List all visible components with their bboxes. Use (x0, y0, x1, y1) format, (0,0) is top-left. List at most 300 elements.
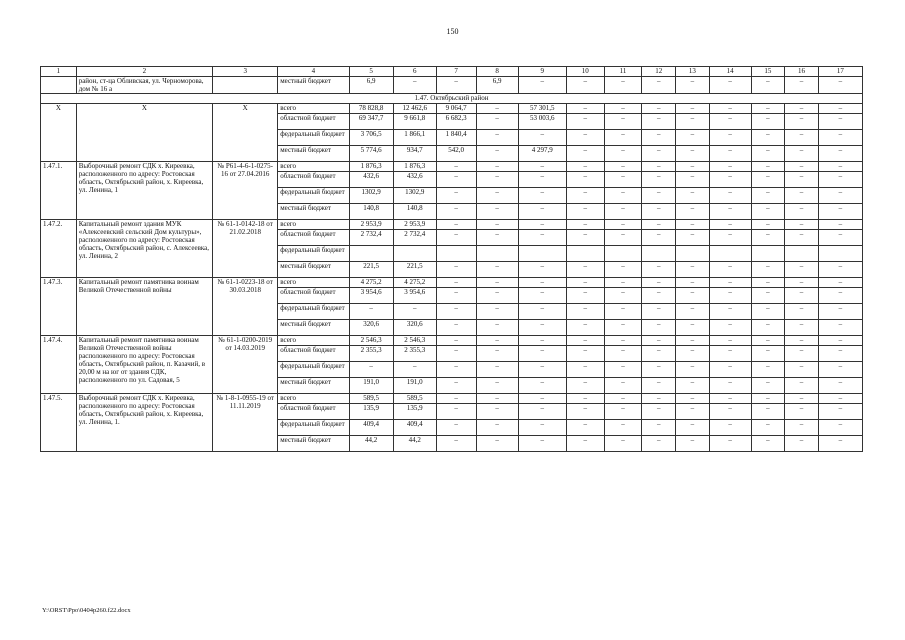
value-cell: – (642, 278, 676, 288)
value-cell: – (676, 188, 710, 204)
value-cell: 135,9 (393, 404, 436, 420)
value-cell: – (818, 436, 862, 452)
object-name: Капитальный ремонт здания МУК «Алексеевский сельский Дом культуры», расположенного по адресу: Ростовская область, Октябрьский район, с. Алексеевка, ул. Ленина, 2 (76, 220, 212, 278)
value-cell: – (676, 320, 710, 336)
value-cell: – (676, 278, 710, 288)
column-number: 5 (349, 67, 393, 77)
value-cell: – (785, 230, 819, 246)
value-cell: – (709, 172, 751, 188)
value-cell: – (709, 404, 751, 420)
item-number: Х (41, 104, 77, 162)
value-cell: 140,8 (349, 204, 393, 220)
value-cell: 589,5 (349, 394, 393, 404)
budget-type: федеральный бюджет (278, 304, 349, 320)
value-cell (676, 246, 710, 262)
value-cell: – (566, 220, 604, 230)
value-cell: 320,6 (393, 320, 436, 336)
value-cell: – (476, 436, 518, 452)
value-cell: – (566, 288, 604, 304)
value-cell: – (676, 420, 710, 436)
value-cell: – (818, 378, 862, 394)
value-cell: – (751, 104, 785, 114)
value-cell: – (436, 378, 476, 394)
value-cell: – (604, 346, 642, 362)
value-cell: 221,5 (349, 262, 393, 278)
value-cell: – (349, 304, 393, 320)
value-cell: – (518, 278, 566, 288)
value-cell: – (642, 188, 676, 204)
value-cell: – (709, 436, 751, 452)
value-cell: – (518, 188, 566, 204)
value-cell (642, 246, 676, 262)
value-cell: 589,5 (393, 394, 436, 404)
value-cell: – (642, 420, 676, 436)
value-cell: – (818, 77, 862, 94)
value-cell: – (818, 130, 862, 146)
value-cell: – (604, 420, 642, 436)
value-cell: – (642, 162, 676, 172)
table-row (41, 220, 863, 230)
budget-type: местный бюджет (278, 320, 349, 336)
value-cell: 2 732,4 (393, 230, 436, 246)
value-cell: – (751, 146, 785, 162)
value-cell: – (709, 146, 751, 162)
value-cell: 2 732,4 (349, 230, 393, 246)
budget-type: областной бюджет (278, 172, 349, 188)
value-cell: 12 462,6 (393, 104, 436, 114)
value-cell: – (566, 230, 604, 246)
value-cell: – (642, 378, 676, 394)
value-cell: – (676, 336, 710, 346)
value-cell: – (785, 394, 819, 404)
value-cell: – (785, 130, 819, 146)
value-cell: – (642, 77, 676, 94)
value-cell: – (642, 436, 676, 452)
value-cell: – (676, 436, 710, 452)
value-cell: – (676, 362, 710, 378)
column-number: 12 (642, 67, 676, 77)
value-cell: – (709, 188, 751, 204)
value-cell: – (604, 230, 642, 246)
column-number: 7 (436, 67, 476, 77)
column-number: 14 (709, 67, 751, 77)
value-cell (518, 246, 566, 262)
value-cell: – (818, 204, 862, 220)
value-cell: – (604, 304, 642, 320)
value-cell: 2 355,3 (393, 346, 436, 362)
value-cell: – (676, 172, 710, 188)
value-cell: – (604, 188, 642, 204)
value-cell: – (566, 420, 604, 436)
value-cell: – (436, 394, 476, 404)
column-number: 17 (818, 67, 862, 77)
value-cell: – (349, 362, 393, 378)
value-cell: – (676, 220, 710, 230)
table-row (41, 162, 863, 172)
value-cell: – (566, 346, 604, 362)
budget-type: местный бюджет (278, 378, 349, 394)
value-cell: – (709, 77, 751, 94)
value-cell: – (751, 336, 785, 346)
value-cell: – (751, 436, 785, 452)
value-cell: – (436, 172, 476, 188)
value-cell: – (566, 172, 604, 188)
value-cell: – (604, 204, 642, 220)
value-cell: – (436, 420, 476, 436)
budget-type: областной бюджет (278, 346, 349, 362)
value-cell: 9 064,7 (436, 104, 476, 114)
value-cell: – (518, 420, 566, 436)
value-cell: – (436, 230, 476, 246)
value-cell: – (676, 146, 710, 162)
value-cell: 1 876,3 (349, 162, 393, 172)
value-cell: 3 706,5 (349, 130, 393, 146)
budget-type: всего (278, 394, 349, 404)
value-cell: – (709, 114, 751, 130)
value-cell: – (642, 172, 676, 188)
value-cell: – (785, 378, 819, 394)
value-cell: – (785, 320, 819, 336)
value-cell: 1 866,1 (393, 130, 436, 146)
value-cell: – (751, 404, 785, 420)
value-cell: 2 953,9 (393, 220, 436, 230)
value-cell: – (476, 278, 518, 288)
value-cell: – (642, 304, 676, 320)
value-cell: – (785, 404, 819, 420)
value-cell: 2 546,3 (349, 336, 393, 346)
value-cell: – (709, 378, 751, 394)
value-cell: – (518, 130, 566, 146)
value-cell: – (818, 230, 862, 246)
value-cell: – (709, 278, 751, 288)
value-cell: – (518, 378, 566, 394)
value-cell: – (751, 220, 785, 230)
value-cell: – (604, 404, 642, 420)
value-cell: – (709, 420, 751, 436)
value-cell: – (751, 320, 785, 336)
section-row (41, 94, 863, 104)
value-cell: – (566, 114, 604, 130)
value-cell: – (751, 278, 785, 288)
value-cell: – (518, 230, 566, 246)
value-cell: – (436, 162, 476, 172)
section-title: 1.47. Октябрьский район (41, 94, 863, 104)
value-cell: – (476, 378, 518, 394)
value-cell: – (785, 436, 819, 452)
value-cell: – (751, 262, 785, 278)
value-cell: – (818, 114, 862, 130)
value-cell: – (566, 404, 604, 420)
value-cell: – (566, 336, 604, 346)
value-cell: – (476, 394, 518, 404)
item-number (41, 77, 77, 94)
table-row (41, 336, 863, 346)
value-cell: – (676, 404, 710, 420)
budget-type: областной бюджет (278, 230, 349, 246)
value-cell: – (642, 262, 676, 278)
table-row (41, 278, 863, 288)
value-cell: – (566, 362, 604, 378)
value-cell: – (751, 420, 785, 436)
column-number: 9 (518, 67, 566, 77)
column-number: 6 (393, 67, 436, 77)
value-cell: 432,6 (349, 172, 393, 188)
value-cell: – (785, 114, 819, 130)
value-cell: – (476, 346, 518, 362)
value-cell: – (393, 304, 436, 320)
value-cell: – (476, 146, 518, 162)
value-cell: – (476, 130, 518, 146)
value-cell: – (604, 162, 642, 172)
budget-type: местный бюджет (278, 262, 349, 278)
value-cell: – (476, 404, 518, 420)
budget-type: всего (278, 278, 349, 288)
value-cell: – (566, 436, 604, 452)
document-ref: № Р61-4-6-1-0275-16 от 27.04.2016 (213, 162, 278, 220)
value-cell: – (709, 304, 751, 320)
budget-type: федеральный бюджет (278, 420, 349, 436)
value-cell: – (393, 77, 436, 94)
value-cell: – (642, 146, 676, 162)
value-cell: – (518, 204, 566, 220)
value-cell: 9 661,8 (393, 114, 436, 130)
value-cell: 191,0 (393, 378, 436, 394)
value-cell: – (709, 130, 751, 146)
budget-type: местный бюджет (278, 436, 349, 452)
value-cell: 3 954,6 (393, 288, 436, 304)
value-cell: – (393, 362, 436, 378)
value-cell (393, 246, 436, 262)
value-cell: – (476, 172, 518, 188)
table-row (41, 77, 863, 94)
value-cell: – (604, 320, 642, 336)
value-cell: 53 003,6 (518, 114, 566, 130)
value-cell: – (751, 304, 785, 320)
value-cell: – (642, 404, 676, 420)
budget-type: местный бюджет (278, 146, 349, 162)
document-ref: № 61-1-0223-18 от 30.03.2018 (213, 278, 278, 336)
value-cell: – (818, 188, 862, 204)
value-cell: – (518, 404, 566, 420)
value-cell: – (518, 262, 566, 278)
value-cell: 2 355,3 (349, 346, 393, 362)
value-cell: – (604, 130, 642, 146)
value-cell: – (604, 262, 642, 278)
value-cell: – (642, 336, 676, 346)
value-cell: – (566, 162, 604, 172)
column-number: 1 (41, 67, 77, 77)
value-cell: – (604, 77, 642, 94)
value-cell (604, 246, 642, 262)
value-cell: – (818, 262, 862, 278)
value-cell: – (518, 336, 566, 346)
budget-type: федеральный бюджет (278, 246, 349, 262)
value-cell: – (436, 188, 476, 204)
column-number: 11 (604, 67, 642, 77)
value-cell: – (785, 304, 819, 320)
value-cell: – (818, 404, 862, 420)
value-cell: – (642, 320, 676, 336)
value-cell: 1302,9 (349, 188, 393, 204)
value-cell: – (436, 77, 476, 94)
value-cell: – (476, 188, 518, 204)
value-cell: – (604, 172, 642, 188)
value-cell: – (604, 104, 642, 114)
value-cell: – (785, 204, 819, 220)
value-cell (566, 246, 604, 262)
value-cell: – (785, 104, 819, 114)
budget-type: федеральный бюджет (278, 130, 349, 146)
value-cell: – (709, 162, 751, 172)
value-cell: 69 347,7 (349, 114, 393, 130)
value-cell: – (818, 146, 862, 162)
value-cell: – (604, 146, 642, 162)
budget-table-body (41, 67, 863, 452)
value-cell (349, 246, 393, 262)
value-cell: – (604, 362, 642, 378)
value-cell: – (604, 394, 642, 404)
value-cell: 4 275,2 (393, 278, 436, 288)
value-cell: – (751, 77, 785, 94)
column-number: 3 (213, 67, 278, 77)
item-number: 1.47.5. (41, 394, 77, 452)
value-cell: – (436, 278, 476, 288)
value-cell: – (604, 336, 642, 346)
value-cell: – (642, 104, 676, 114)
value-cell: – (785, 288, 819, 304)
value-cell: – (476, 162, 518, 172)
value-cell: 191,0 (349, 378, 393, 394)
value-cell: – (818, 104, 862, 114)
value-cell: – (676, 346, 710, 362)
value-cell: – (818, 304, 862, 320)
value-cell: – (518, 172, 566, 188)
value-cell (709, 246, 751, 262)
table-row (41, 104, 863, 114)
value-cell: – (785, 172, 819, 188)
value-cell: – (785, 362, 819, 378)
value-cell: – (604, 288, 642, 304)
value-cell: 2 953,9 (349, 220, 393, 230)
value-cell: 4 275,2 (349, 278, 393, 288)
value-cell: – (818, 336, 862, 346)
value-cell: – (676, 394, 710, 404)
value-cell: 5 774,6 (349, 146, 393, 162)
value-cell: – (785, 220, 819, 230)
budget-type: местный бюджет (278, 77, 349, 94)
value-cell: – (436, 304, 476, 320)
value-cell: 409,4 (349, 420, 393, 436)
value-cell: – (751, 162, 785, 172)
budget-type: федеральный бюджет (278, 362, 349, 378)
value-cell: – (751, 362, 785, 378)
value-cell: 44,2 (393, 436, 436, 452)
value-cell: – (676, 304, 710, 320)
value-cell: – (566, 320, 604, 336)
value-cell: – (518, 220, 566, 230)
value-cell: 409,4 (393, 420, 436, 436)
value-cell: – (785, 162, 819, 172)
value-cell: 6 682,3 (436, 114, 476, 130)
value-cell: 3 954,6 (349, 288, 393, 304)
value-cell: – (785, 336, 819, 346)
value-cell: – (785, 420, 819, 436)
column-number: 8 (476, 67, 518, 77)
value-cell: – (436, 404, 476, 420)
object-name: Выборочный ремонт СДК х. Киреевка, расположенного по адресу: Ростовская область, Октябрьский район, х. Киреевка, ул. Ленина, 1 (76, 162, 212, 220)
budget-type: местный бюджет (278, 204, 349, 220)
value-cell: 6,9 (476, 77, 518, 94)
value-cell: – (566, 394, 604, 404)
value-cell: – (785, 146, 819, 162)
value-cell: – (709, 230, 751, 246)
value-cell: – (676, 262, 710, 278)
value-cell: 1 840,4 (436, 130, 476, 146)
value-cell: – (751, 204, 785, 220)
budget-type: областной бюджет (278, 114, 349, 130)
value-cell: – (436, 346, 476, 362)
budget-type: областной бюджет (278, 404, 349, 420)
budget-type: всего (278, 220, 349, 230)
value-cell: – (566, 104, 604, 114)
value-cell: – (676, 230, 710, 246)
value-cell: – (676, 378, 710, 394)
value-cell (818, 246, 862, 262)
header-row (41, 67, 863, 77)
value-cell: – (642, 394, 676, 404)
value-cell: – (785, 188, 819, 204)
value-cell: – (518, 362, 566, 378)
column-number: 15 (751, 67, 785, 77)
budget-type: областной бюджет (278, 288, 349, 304)
value-cell: – (642, 220, 676, 230)
value-cell: – (818, 288, 862, 304)
value-cell: – (566, 130, 604, 146)
column-number: 10 (566, 67, 604, 77)
value-cell: – (476, 320, 518, 336)
value-cell: – (642, 346, 676, 362)
value-cell: – (818, 162, 862, 172)
value-cell: – (642, 230, 676, 246)
value-cell: – (751, 188, 785, 204)
value-cell: – (676, 114, 710, 130)
value-cell: – (785, 346, 819, 362)
value-cell: – (751, 230, 785, 246)
value-cell: – (566, 188, 604, 204)
document-ref: № 1-8-1-0955-19 от 11.11.2019 (213, 394, 278, 452)
value-cell: – (436, 362, 476, 378)
value-cell (785, 246, 819, 262)
item-number: 1.47.2. (41, 220, 77, 278)
value-cell: – (476, 204, 518, 220)
value-cell: – (751, 378, 785, 394)
value-cell: – (818, 420, 862, 436)
value-cell: – (709, 346, 751, 362)
table-row (41, 394, 863, 404)
value-cell: – (709, 336, 751, 346)
value-cell: – (566, 204, 604, 220)
value-cell: – (518, 436, 566, 452)
value-cell: – (476, 304, 518, 320)
value-cell: 1 876,3 (393, 162, 436, 172)
value-cell: – (436, 320, 476, 336)
value-cell: – (476, 230, 518, 246)
value-cell: 320,6 (349, 320, 393, 336)
item-number: 1.47.3. (41, 278, 77, 336)
column-number: 4 (278, 67, 349, 77)
value-cell: – (751, 346, 785, 362)
value-cell: – (818, 346, 862, 362)
